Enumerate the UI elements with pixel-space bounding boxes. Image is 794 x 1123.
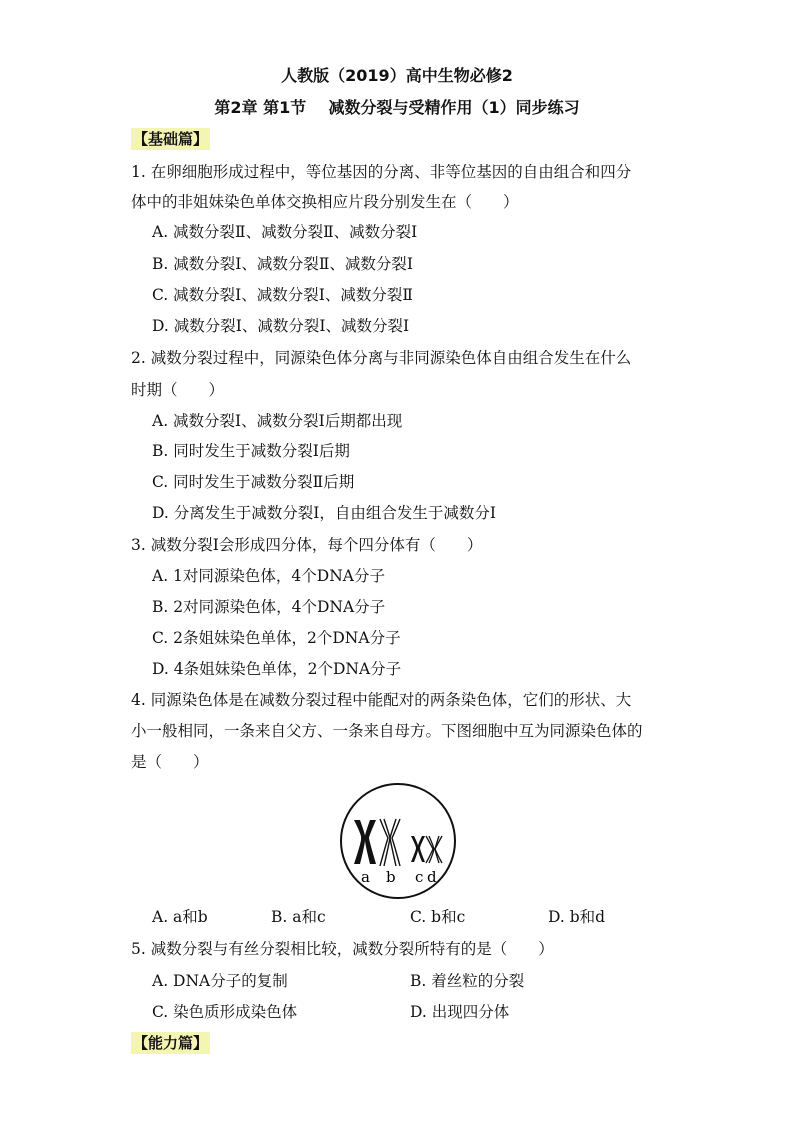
question-5-option-d: D. 出现四分体 [410, 1003, 510, 1021]
chromosome-b [380, 819, 400, 866]
question-2-text: 2. 减数分裂过程中，同源染色体分离与非同源染色体自由组合发生在什么 [131, 349, 632, 367]
cell-diagram [336, 782, 460, 900]
page-subtitle: 第2章 第1节 减数分裂与受精作用（1）同步练习 [214, 98, 580, 117]
question-3-option-b: B. 2对同源染色体，4个DNA分子 [152, 598, 386, 616]
figure-label-d: d [427, 868, 437, 886]
question-2-option-b: B. 同时发生于减数分裂Ⅰ后期 [152, 442, 350, 460]
question-1-text-cont: 体中的非姐妹染色单体交换相应片段分别发生在（ ） [131, 193, 519, 211]
page-title: 人教版（2019）高中生物必修2 [281, 66, 513, 85]
question-4-option-b: B. a和c [271, 908, 326, 926]
question-3-option-d: D. 4条姐妹染色单体，2个DNA分子 [152, 660, 402, 678]
cell-chromosome-figure [336, 782, 460, 900]
chromosome-a [354, 820, 376, 864]
question-4-text: 4. 同源染色体是在减数分裂过程中能配对的两条染色体，它们的形状、大 [131, 691, 632, 709]
question-2-option-c: C. 同时发生于减数分裂Ⅱ后期 [152, 473, 355, 491]
question-3-option-a: A. 1对同源染色体，4个DNA分子 [152, 567, 385, 585]
question-4-option-c: C. b和c [410, 908, 466, 926]
question-3-option-c: C. 2条姐妹染色单体，2个DNA分子 [152, 629, 401, 647]
question-1-text: 1. 在卵细胞形成过程中，等位基因的分离、非等位基因的自由组合和四分 [131, 163, 632, 181]
section-label-advanced: 【能力篇】 [133, 1034, 209, 1052]
question-5-text: 5. 减数分裂与有丝分裂相比较，减数分裂所特有的是（ ） [131, 940, 554, 958]
question-4-option-a: A. a和b [152, 908, 208, 926]
question-1-option-a: A. 减数分裂Ⅱ、减数分裂Ⅱ、减数分裂Ⅰ [152, 223, 418, 241]
figure-label-b: b [386, 868, 396, 886]
question-1-option-d: D. 减数分裂Ⅰ、减数分裂Ⅰ、减数分裂Ⅰ [152, 317, 410, 335]
chromosome-c [411, 836, 425, 862]
question-4-text-end: 是（ ） [131, 753, 209, 771]
figure-label-a: a [361, 868, 370, 886]
figure-label-c: c [415, 868, 424, 886]
question-1-option-c: C. 减数分裂Ⅰ、减数分裂Ⅰ、减数分裂Ⅱ [152, 286, 413, 304]
question-2-text-cont: 时期（ ） [131, 381, 225, 399]
question-2-option-a: A. 减数分裂Ⅰ、减数分裂Ⅰ后期都出现 [152, 412, 403, 430]
question-4-option-d: D. b和d [548, 908, 606, 926]
question-3-text: 3. 减数分裂Ⅰ会形成四分体，每个四分体有（ ） [131, 536, 483, 554]
question-5-option-a: A. DNA分子的复制 [152, 972, 288, 990]
question-1-option-b: B. 减数分裂Ⅰ、减数分裂Ⅱ、减数分裂Ⅰ [152, 255, 414, 273]
question-2-option-d: D. 分离发生于减数分裂Ⅰ，自由组合发生于减数分Ⅰ [152, 504, 496, 522]
section-label-basic: 【基础篇】 [133, 130, 209, 148]
question-5-option-b: B. 着丝粒的分裂 [410, 972, 525, 990]
chromosome-d [426, 836, 442, 863]
question-4-text-cont: 小一般相同，一条来自父方、一条来自母方。下图细胞中互为同源染色体的 [131, 722, 643, 740]
question-5-option-c: C. 染色质形成染色体 [152, 1003, 298, 1021]
